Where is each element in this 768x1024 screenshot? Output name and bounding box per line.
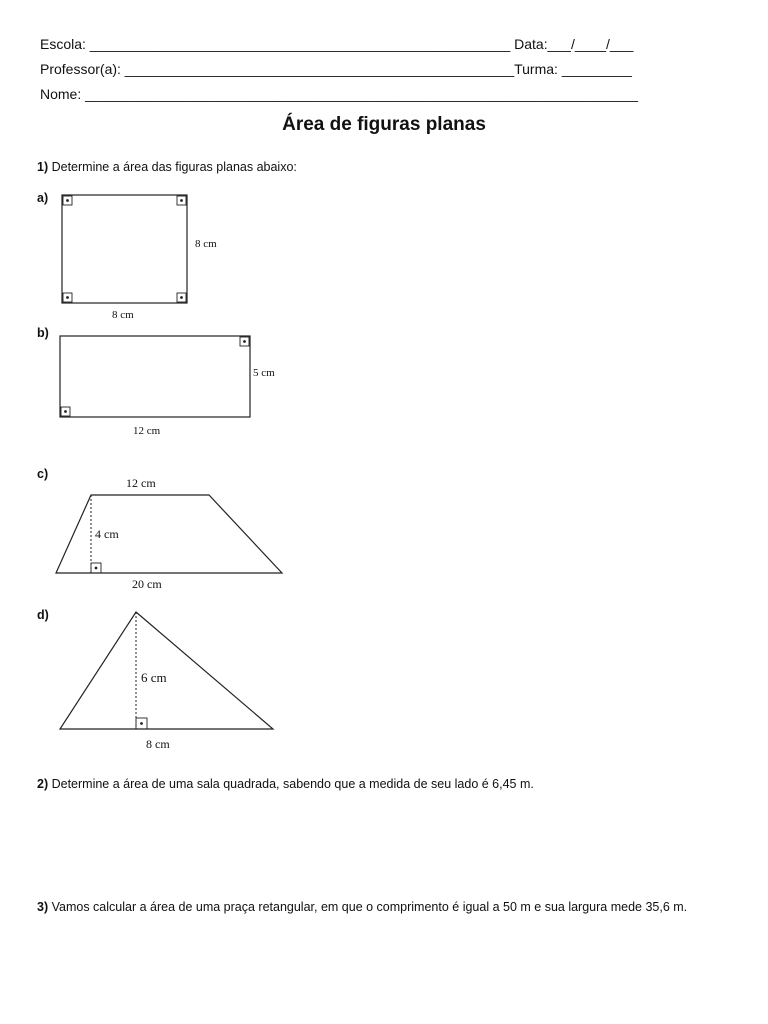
page-title: Área de figuras planas — [282, 114, 486, 135]
figure-c-top-label: 12 cm — [126, 476, 156, 490]
figure-c-bottom-label: 20 cm — [132, 577, 162, 591]
figure-d-label: d) — [37, 608, 49, 622]
question-2 — [37, 777, 727, 792]
student-name-line: Nome: _______________________________________________________________________ — [40, 86, 638, 102]
figure-a-label: a) — [37, 191, 49, 205]
question-2-text: Determine a área de uma sala quadrada, sabendo que a medida de seu lado é 6,45 m. — [48, 777, 534, 791]
school-date-line: Escola: ______________________________________________________ Data:___/____/___ — [40, 36, 634, 52]
figure-b-bottom-label: 12 cm — [133, 425, 161, 437]
question-1-number: 1) — [37, 160, 49, 174]
figure-c-label: c) — [37, 467, 49, 481]
figure-a-bottom-label: 8 cm — [112, 309, 134, 321]
question-2-number: 2) — [37, 777, 49, 791]
question-1-text: Determine a área das figuras planas abaixo: — [48, 160, 297, 174]
figure-d-bottom-label: 8 cm — [146, 737, 170, 751]
question-3 — [37, 900, 709, 915]
figure-b-label: b) — [37, 326, 49, 340]
figure-a-side-label: 8 cm — [195, 238, 217, 250]
question-3-number: 3) — [37, 900, 49, 914]
question-3-text: Vamos calcular a área de uma praça retangular, em que o comprimento é igual a 50 m e sua largura mede 35,6 m. — [48, 900, 688, 914]
figure-d-height-label: 6 cm — [141, 670, 167, 685]
teacher-class-line: Professor(a): __________________________________________________Turma: _________ — [40, 61, 632, 77]
figure-c-height-label: 4 cm — [95, 527, 119, 541]
figure-b-side-label: 5 cm — [253, 367, 275, 379]
